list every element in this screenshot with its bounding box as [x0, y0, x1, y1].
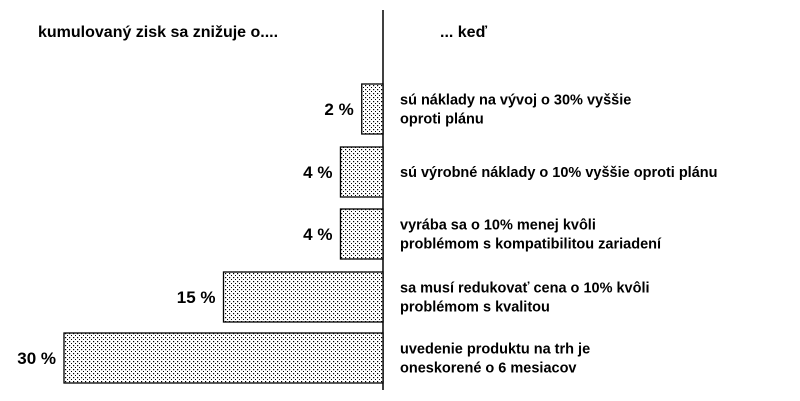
category-label-line: uvedenie produktu na trh je	[400, 341, 591, 358]
category-label-line: problémom s kompatibilitou zariadení	[400, 236, 662, 253]
bar-0	[362, 84, 383, 134]
category-label-line: sú náklady na vývoj o 30% vyššie	[400, 92, 632, 109]
bar-2	[340, 209, 383, 259]
category-label-1	[400, 165, 718, 181]
value-label-0: 2 %	[324, 100, 354, 119]
header-right: ... keď	[440, 24, 488, 41]
bar-4	[64, 333, 383, 383]
category-label-3	[400, 281, 650, 316]
value-label-3: 15 %	[176, 288, 216, 307]
value-label-1: 4 %	[303, 163, 333, 182]
category-label-line: vyrába sa o 10% menej kvôli	[400, 217, 596, 234]
bars	[17, 84, 717, 383]
category-label-line: oproti plánu	[400, 111, 484, 128]
bar-1	[340, 147, 383, 197]
bar-3	[224, 272, 384, 322]
category-label-line: oneskorené o 6 mesiacov	[400, 360, 577, 377]
category-label-line: problémom s kvalitou	[400, 299, 550, 316]
category-label-line: sú výrobné náklady o 10% vyššie oproti plánu	[400, 165, 718, 181]
category-label-line: sa musí redukovať cena o 10% kvôli	[400, 280, 650, 297]
category-label-0	[400, 93, 631, 128]
value-label-4: 30 %	[17, 349, 56, 368]
value-label-2: 4 %	[303, 225, 333, 244]
header-left: kumulovaný zisk sa znižuje o....	[38, 24, 279, 41]
category-label-4	[400, 342, 590, 377]
category-label-2	[400, 218, 662, 253]
